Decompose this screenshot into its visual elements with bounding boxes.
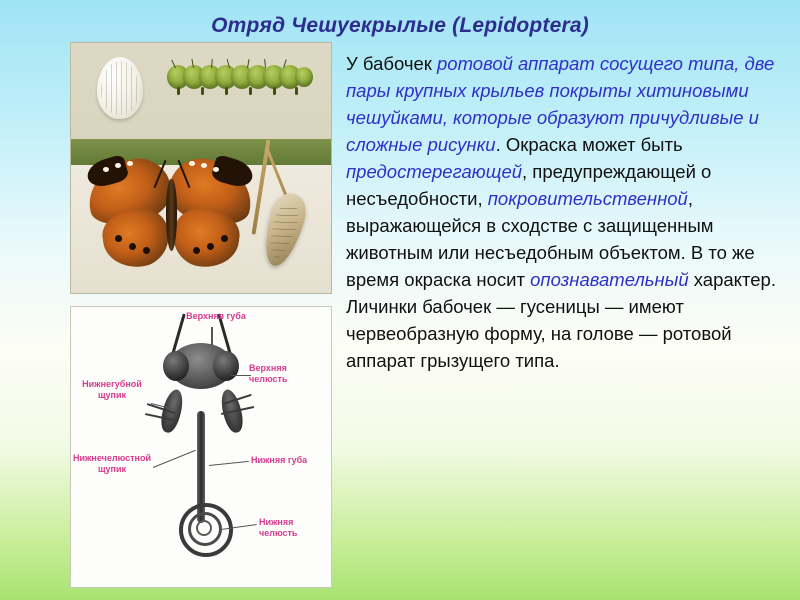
text-segment-5: покровительственной [487, 188, 688, 209]
text-segment-7: опознавательный [530, 269, 689, 290]
text-segment-8: характер. Личинки бабочек — гусеницы — имеют червеобразную форму, на голове — ротовой аппарат грызущего типа. [346, 269, 776, 371]
text-segment-3: предостерегающей [346, 161, 523, 182]
text-segment-4: , предупреждающей о несъедобности, [346, 161, 712, 209]
diagram-label-upper-lip: Верхняя губа [186, 311, 246, 321]
compound-eye-right-icon [213, 351, 239, 381]
diagram-label-lower-lip: Нижняя губа [251, 455, 308, 465]
leader-line-maxillary-palp [153, 450, 196, 468]
diagram-label-lower-jaw: Нижняя челюсть [259, 517, 298, 538]
lifecycle-photo [70, 42, 332, 294]
text-segment-2: . Окраска может быть [495, 134, 683, 155]
figure-column [70, 42, 330, 584]
text-segment-6: , выражающейся в сходстве с защищенным животным или несъедобным объектом. В то же время окраска носит [346, 188, 755, 290]
leader-line-lower-lip [209, 461, 249, 466]
compound-eye-left-icon [163, 351, 189, 381]
diagram-label-upper-jaw: Верхняя челюсть [249, 363, 288, 384]
cocoon-icon [97, 57, 143, 119]
mouthparts-diagram [70, 306, 332, 588]
leader-line-upper-jaw [231, 375, 251, 376]
diagram-label-maxillary-palp: Нижнечелюстной щупик [72, 453, 152, 474]
body-text [346, 50, 776, 374]
text-segment-0: У бабочек [346, 53, 437, 74]
butterfly-icon [81, 153, 261, 287]
proboscis-coil-inner [196, 520, 212, 536]
text-segment-1: ротовой аппарат сосущего типа, две пары крупных крыльев покрыты хитиновыми чешуйками, которые образуют причудливые и сложные рисунки [346, 53, 775, 155]
diagram-label-labial-palp: Нижнегубной щупик [82, 379, 142, 400]
caterpillar-icon [167, 61, 317, 95]
leader-line-upper-lip [211, 327, 213, 345]
page-title: Отряд Чешуекрылые (Lepidoptera) [211, 14, 589, 37]
